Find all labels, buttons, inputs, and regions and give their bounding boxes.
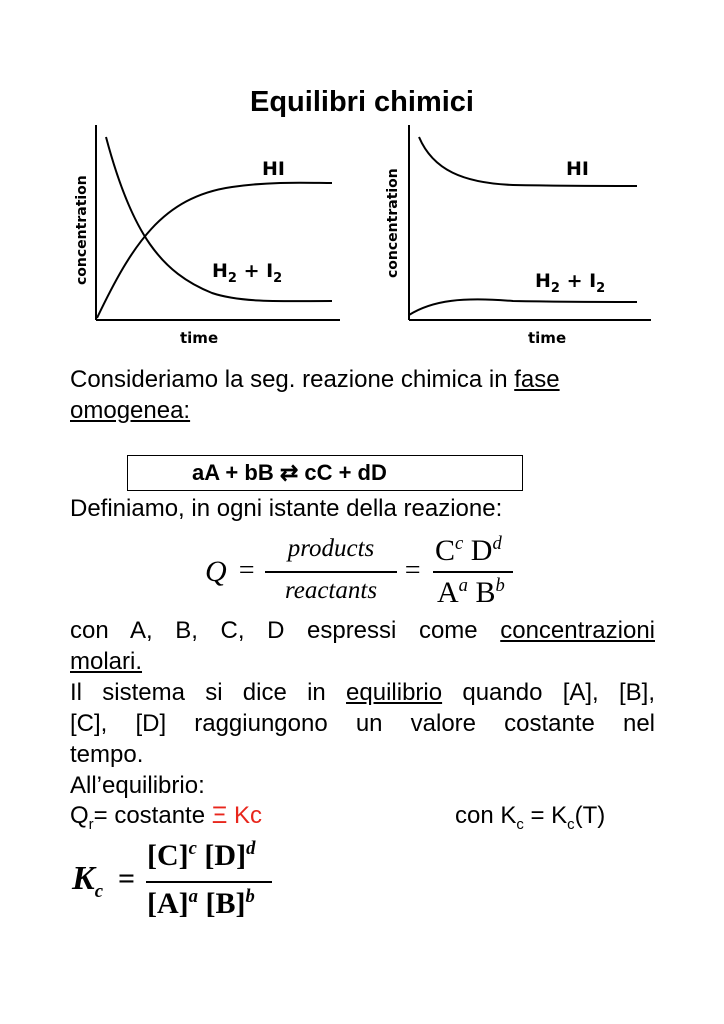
kc-equals: = [118,862,136,895]
kc-definition: Ξ Kc [211,802,262,829]
reaction-box [127,455,523,491]
q-symbol: Q [205,555,227,588]
chart-2 [383,125,653,350]
page-title: Equilibri chimici [250,86,474,118]
define-line: Definiamo, in ogni istante della reazione: [70,495,503,522]
kc-formula [72,838,302,928]
x-axis-label: time [180,329,219,347]
q-denominator: reactants [284,577,378,604]
kc-eq: = K [523,802,568,829]
system-paragraph [70,677,655,801]
fraction-bar-1 [265,571,397,573]
concentration-paragraph [70,615,655,677]
all-eq: All’equilibrio: [70,772,205,799]
label-h2-i2: $H_2 + I_2$ [535,270,606,296]
kc-t: (T) [574,802,606,829]
sys-text-3: tempo. [70,741,144,768]
y-axis-label: concentration [74,175,90,285]
kc-denominator: $[A]^a$ $[B]^b$ [147,886,255,920]
equals-sign-1: = [237,555,256,586]
q-numerator: products [287,535,375,562]
sys-underlined: equilibrio [346,679,443,706]
label-hi: HI [566,158,589,180]
intro-text: Consideriamo la seg. reazione chimica in [70,366,515,393]
sys-text-1b: quando [A], [B], [462,679,655,706]
kc-fraction-bar [146,881,272,883]
intro-underlined-2: omogenea: [70,397,191,424]
intro-underlined-1: fase [514,366,560,393]
series-hi [97,183,332,318]
products-term: $C^c$ $D^d$ [435,533,502,567]
series-h2-i2 [409,299,637,315]
intro-paragraph [70,364,655,426]
sys-text-1: Il sistema si dice in [70,679,326,706]
con-underlined-1: concentrazioni [500,617,655,644]
reactants-term: $A^a$ $B^b$ [437,575,505,609]
qr-symbol: Q [70,802,89,829]
qr-text: = costante [93,802,212,829]
fraction-bar-2 [433,571,513,573]
label-h2-i2: $H_2 + I_2$ [212,260,283,286]
q-formula [205,535,525,615]
con-underlined-2: molari. [70,648,143,675]
qr-subscript: r [88,816,94,833]
label-hi: HI [262,158,285,180]
kc-text: con K [455,802,517,829]
x-axis-label: time [528,329,567,347]
chart-1 [72,125,342,350]
kc-numerator: $[C]^c$ $[D]^d$ [147,838,256,872]
kc-sub: c [516,816,524,833]
kc-sub-2: c [567,816,575,833]
series-hi [419,137,637,186]
sys-text-2: [C], [D] raggiungono un valore costante nel [70,710,655,737]
kc-symbol: $K_c$ [72,860,103,902]
con-text: con A, B, C, D espressi come [70,617,478,644]
y-axis-label: concentration [385,168,401,278]
reaction-equation: aA + bB ⇄ cC + dD [192,460,387,485]
kc-temperature [455,800,655,841]
equals-sign-2: = [403,555,422,586]
